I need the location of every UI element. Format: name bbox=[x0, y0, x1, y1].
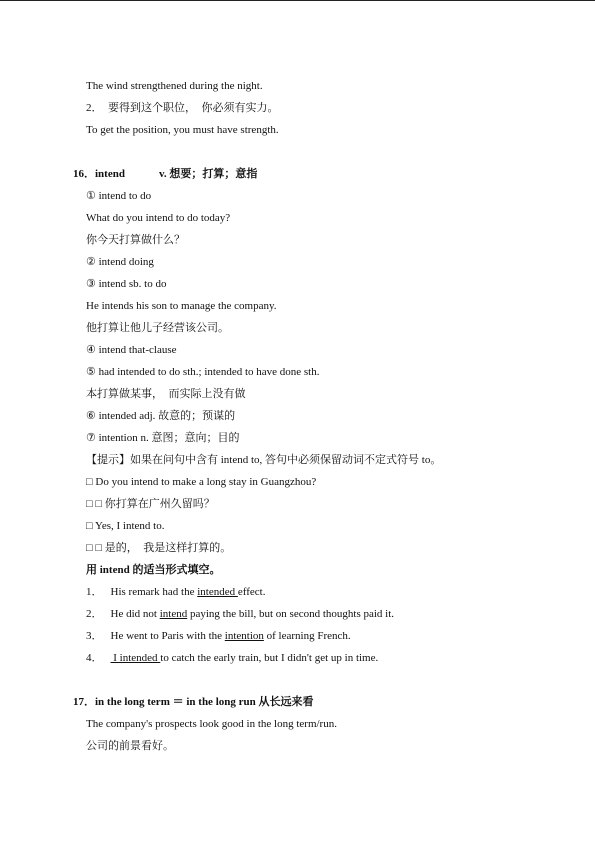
exercise-text: effect. bbox=[237, 586, 266, 598]
exercise-number: 3． bbox=[86, 630, 103, 642]
exercise-number: 4． bbox=[86, 652, 103, 664]
example-sentence-zh: 他打算让他儿子经营该公司。 bbox=[86, 322, 229, 334]
exercise-item bbox=[86, 629, 351, 643]
usage-item: ③ intend sb. to do bbox=[86, 278, 167, 290]
usage-explanation-zh: 本打算做某事， 而实际上没有做 bbox=[86, 388, 246, 400]
exercise-text: to catch the early train, but I didn't get up in time. bbox=[160, 652, 379, 664]
dialogue-line: □ Do you intend to make a long stay in Guangzhou? bbox=[86, 476, 317, 488]
dialogue-line: □ Yes, I intend to. bbox=[86, 520, 165, 532]
example-sentence-en: To get the position, you must have strength. bbox=[86, 124, 279, 136]
exercise-text: of learning French. bbox=[263, 630, 351, 642]
example-sentence-en: The wind strengthened during the night. bbox=[86, 80, 263, 92]
example-sentence-en: The company's prospects look good in the long term/run. bbox=[86, 718, 337, 730]
dialogue-line: □ □ 是的， 我是这样打算的。 bbox=[86, 542, 232, 554]
usage-item: ① intend to do bbox=[86, 190, 152, 202]
usage-item: ④ intend that-clause bbox=[86, 344, 177, 356]
exercise-answer: intention bbox=[224, 630, 264, 642]
example-sentence-zh: 你今天打算做什么？ bbox=[86, 234, 185, 246]
usage-item: ⑤ had intended to do sth.; intended to have done sth. bbox=[86, 366, 320, 378]
exercise-answer: intend bbox=[159, 608, 188, 620]
exercise-answer: I intended bbox=[110, 652, 161, 664]
section-16-heading bbox=[73, 167, 257, 181]
example-sentence-en: What do you intend to do today? bbox=[86, 212, 231, 224]
exercise-answer: intended bbox=[197, 586, 238, 598]
exercise-number: 2． bbox=[86, 608, 103, 620]
example-sentence-zh: 公司的前景看好。 bbox=[86, 740, 174, 752]
section-16-word: 16．intend bbox=[73, 168, 125, 180]
tip-note: 【提示】如果在问句中含有 intend to, 答句中必须保留动词不定式符号 to。 bbox=[86, 454, 442, 466]
usage-item: ⑦ intention n. 意图；意向；目的 bbox=[86, 432, 240, 444]
exercise-item bbox=[86, 651, 378, 665]
example-item-2-zh: 2． 要得到这个职位， 你必须有实力。 bbox=[86, 102, 279, 114]
usage-item: ⑥ intended adj. 故意的；预谋的 bbox=[86, 410, 236, 422]
exercise-text: He did not bbox=[110, 608, 160, 620]
example-sentence-en: He intends his son to manage the company. bbox=[86, 300, 277, 312]
exercise-item bbox=[86, 585, 265, 599]
exercise-text: paying the bill, but on second thoughts paid it. bbox=[187, 608, 395, 620]
exercise-number: 1． bbox=[86, 586, 103, 598]
exercise-instruction: 用 intend 的适当形式填空。 bbox=[86, 564, 221, 576]
page-top-rule bbox=[0, 0, 595, 1]
section-17-heading: 17．in the long term ＝ in the long run 从长远来看 bbox=[73, 696, 314, 708]
exercise-text: He went to Paris with the bbox=[110, 630, 225, 642]
exercise-text: His remark had the bbox=[110, 586, 198, 598]
section-16-definition: v. 想要；打算；意指 bbox=[158, 168, 258, 180]
exercise-item bbox=[86, 607, 394, 621]
usage-item: ② intend doing bbox=[86, 256, 154, 268]
dialogue-line: □ □ 你打算在广州久留吗？ bbox=[86, 498, 215, 510]
